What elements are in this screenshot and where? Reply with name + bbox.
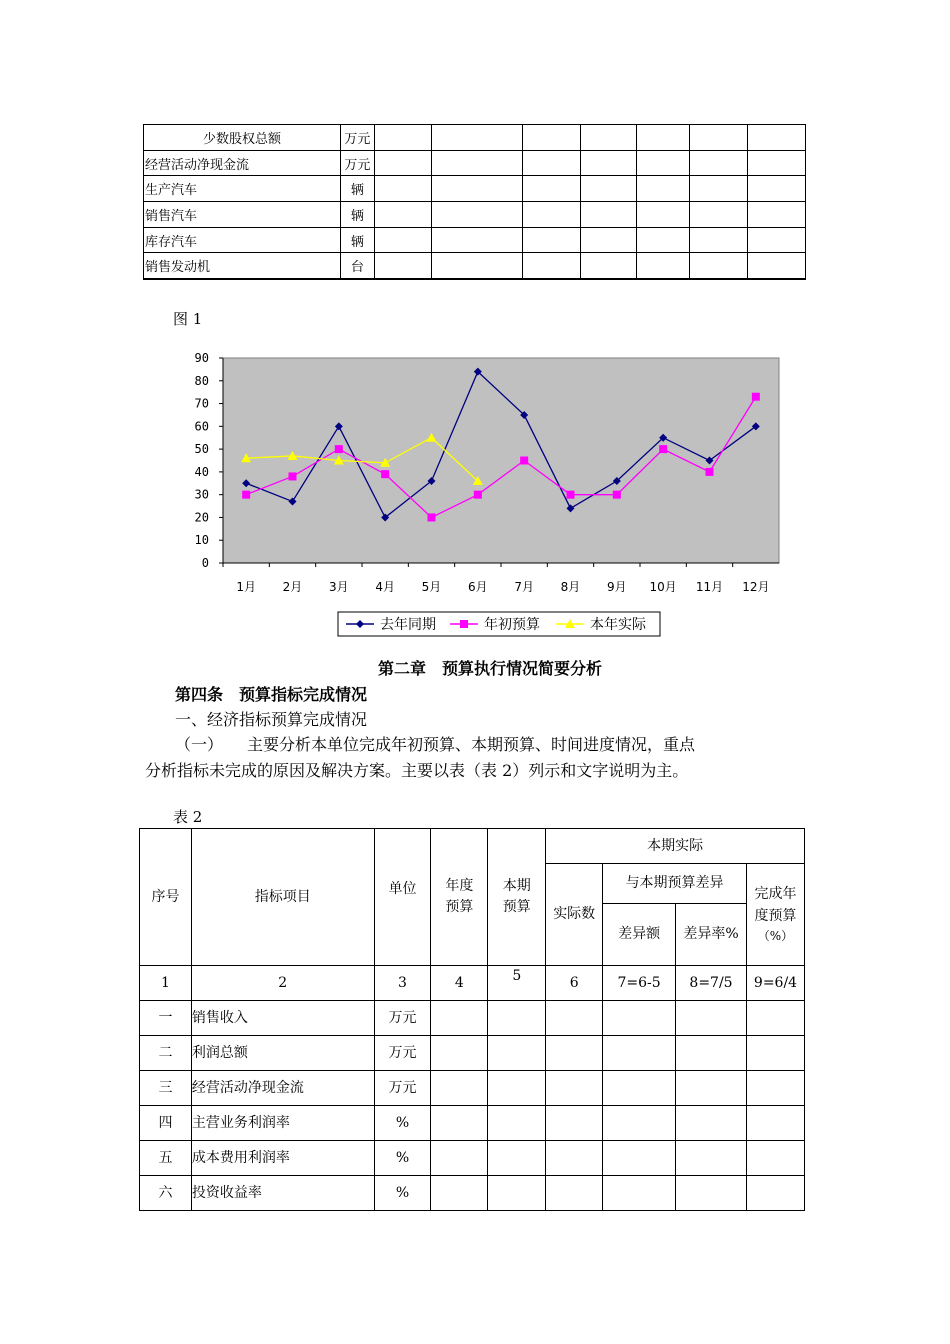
data-point: [613, 491, 621, 499]
data-point: [242, 491, 250, 499]
table1-item-cell: 经营活动净现金流: [144, 150, 341, 176]
header-annual-budget: [431, 829, 488, 966]
table1-empty-cell: [374, 176, 431, 202]
x-tick-label: 2月: [282, 580, 303, 594]
empty-cell: [676, 1141, 747, 1176]
empty-cell: [431, 1141, 488, 1176]
table1-unit-cell: 辆: [340, 227, 374, 253]
empty-cell: [603, 1071, 676, 1106]
article-title: 第四条 预算指标完成情况: [175, 685, 368, 704]
item-cell: 主营业务利润率: [191, 1106, 374, 1141]
empty-cell: [603, 1141, 676, 1176]
table-row: [144, 227, 806, 253]
table-row: [144, 202, 806, 228]
table1-empty-cell: [636, 227, 689, 253]
table1-unit-cell: 万元: [340, 150, 374, 176]
header-diff-group: 与本期预算差异: [603, 864, 747, 904]
empty-cell: [676, 1176, 747, 1211]
table1-empty-cell: [374, 202, 431, 228]
table1-empty-cell: [374, 227, 431, 253]
table-row: [140, 1071, 805, 1106]
plot-area: [223, 358, 779, 563]
empty-cell: [746, 1141, 804, 1176]
index-cell: 3: [374, 966, 431, 1001]
header-period-actual: 本期实际: [546, 829, 805, 864]
empty-cell: [431, 1106, 488, 1141]
y-tick-label: 30: [194, 487, 209, 502]
header-completion: [746, 864, 804, 966]
unit-cell: %: [374, 1106, 431, 1141]
empty-cell: [488, 1106, 546, 1141]
y-tick-label: 70: [194, 396, 209, 411]
empty-cell: [546, 1001, 603, 1036]
item-cell: 利润总额: [191, 1036, 374, 1071]
index-cell: 5: [488, 966, 546, 1001]
table1-empty-cell: [432, 150, 523, 176]
header-annual-budget-line: 预算: [445, 899, 474, 915]
empty-cell: [603, 1001, 676, 1036]
table-index-row: [140, 966, 805, 1001]
data-point: [567, 491, 575, 499]
header-annual-budget-line: 年度: [445, 878, 474, 894]
table1-empty-cell: [581, 125, 636, 151]
empty-cell: [431, 1176, 488, 1211]
table1-unit-cell: 台: [340, 253, 374, 279]
x-tick-label: 3月: [329, 580, 349, 594]
table1-empty-cell: [636, 253, 689, 279]
unit-cell: 万元: [374, 1036, 431, 1071]
x-tick-label: 11月: [695, 580, 724, 594]
index-cell: 1: [140, 966, 192, 1001]
seq-cell: 二: [140, 1036, 192, 1071]
empty-cell: [488, 1071, 546, 1106]
table1-empty-cell: [747, 227, 805, 253]
y-tick-label: 40: [194, 464, 209, 479]
data-point: [335, 445, 343, 453]
data-point: [752, 393, 760, 401]
item-cell: 投资收益率: [191, 1176, 374, 1211]
index-cell: 6: [546, 966, 603, 1001]
table1: [143, 124, 806, 280]
empty-cell: [431, 1036, 488, 1071]
table-label: 表 2: [173, 808, 203, 826]
empty-cell: [603, 1036, 676, 1071]
seq-cell: 四: [140, 1106, 192, 1141]
empty-cell: [488, 1001, 546, 1036]
table1-item-cell: 生产汽车: [144, 176, 341, 202]
empty-cell: [431, 1071, 488, 1106]
table-row: [144, 253, 806, 279]
data-point: [428, 513, 436, 521]
y-tick-label: 90: [194, 351, 209, 365]
table-row: [140, 1106, 805, 1141]
header-diff-rate: 差异率%: [676, 904, 747, 966]
table1-unit-cell: 辆: [340, 202, 374, 228]
table1-empty-cell: [432, 227, 523, 253]
empty-cell: [546, 1176, 603, 1211]
header-actual-count: 实际数: [546, 864, 603, 966]
item-cell: 成本费用利润率: [191, 1141, 374, 1176]
data-point: [381, 470, 389, 478]
table-row: [140, 1036, 805, 1071]
paragraph-line: 分析指标未完成的原因及解决方案。主要以表（表 2）列示和文字说明为主。: [145, 761, 689, 780]
table-header-row: [140, 829, 805, 864]
table1-empty-cell: [581, 202, 636, 228]
empty-cell: [546, 1141, 603, 1176]
unit-cell: 万元: [374, 1001, 431, 1036]
header-completion-line: 完成年: [754, 885, 797, 902]
table1-empty-cell: [690, 125, 747, 151]
table1-item-cell: 少数股权总额: [144, 125, 341, 151]
table1-empty-cell: [523, 227, 581, 253]
empty-cell: [488, 1176, 546, 1211]
table1-empty-cell: [523, 125, 581, 151]
x-tick-label: 9月: [607, 580, 627, 594]
seq-cell: 六: [140, 1176, 192, 1211]
table-row: [140, 1141, 805, 1176]
table1-empty-cell: [432, 202, 523, 228]
empty-cell: [488, 1036, 546, 1071]
table1-unit-cell: 万元: [340, 125, 374, 151]
seq-cell: 五: [140, 1141, 192, 1176]
legend-label: 本年实际: [590, 617, 646, 633]
table1-empty-cell: [581, 227, 636, 253]
table1-empty-cell: [747, 253, 805, 279]
index-cell: 4: [431, 966, 488, 1001]
empty-cell: [676, 1001, 747, 1036]
index-cell: 7=6-5: [603, 966, 676, 1001]
empty-cell: [546, 1036, 603, 1071]
section-title: 一、经济指标预算完成情况: [175, 710, 368, 729]
header-seq: 序号: [140, 829, 192, 966]
header-period-budget-line: 预算: [502, 899, 531, 915]
item-cell: 销售收入: [191, 1001, 374, 1036]
table-row: [140, 1176, 805, 1211]
table1-empty-cell: [747, 150, 805, 176]
index-cell: 9=6/4: [746, 966, 804, 1001]
legend-label: 去年同期: [380, 617, 436, 633]
table1-empty-cell: [690, 202, 747, 228]
seq-cell: 一: [140, 1001, 192, 1036]
y-tick-label: 20: [194, 510, 209, 525]
table1-item-cell: 销售汽车: [144, 202, 341, 228]
header-completion-line: （%）: [757, 929, 794, 944]
table1-empty-cell: [374, 150, 431, 176]
x-tick-label: 6月: [468, 580, 488, 594]
data-point: [706, 468, 714, 476]
empty-cell: [603, 1176, 676, 1211]
item-cell: 经营活动净现金流: [191, 1071, 374, 1106]
y-tick-label: 50: [194, 442, 209, 457]
empty-cell: [546, 1071, 603, 1106]
empty-cell: [746, 1071, 804, 1106]
empty-cell: [746, 1176, 804, 1211]
empty-cell: [546, 1106, 603, 1141]
x-tick-label: 7月: [514, 580, 534, 594]
x-tick-label: 8月: [560, 580, 581, 594]
header-diff-amount: 差异额: [603, 904, 676, 966]
table1-empty-cell: [523, 202, 581, 228]
y-tick-label: 10: [194, 533, 209, 548]
x-tick-label: 4月: [375, 580, 395, 594]
figure-label: 图 1: [173, 310, 203, 328]
empty-cell: [488, 1141, 546, 1176]
table2: [139, 828, 805, 1211]
table1-empty-cell: [690, 227, 747, 253]
paragraph-line: （一） 主要分析本单位完成年初预算、本期预算、时间进度情况，重点: [175, 735, 696, 754]
header-unit: 单位: [374, 829, 431, 966]
empty-cell: [603, 1106, 676, 1141]
table1-empty-cell: [374, 253, 431, 279]
data-point: [474, 491, 482, 499]
chapter-title: 第二章 预算执行情况简要分析: [377, 659, 602, 678]
table1-empty-cell: [636, 202, 689, 228]
table-row: [144, 150, 806, 176]
table1-empty-cell: [374, 125, 431, 151]
seq-cell: 三: [140, 1071, 192, 1106]
data-point: [659, 445, 667, 453]
unit-cell: %: [374, 1176, 431, 1211]
empty-cell: [746, 1106, 804, 1141]
table1-empty-cell: [581, 150, 636, 176]
empty-cell: [746, 1036, 804, 1071]
empty-cell: [676, 1106, 747, 1141]
index-cell: 8=7/5: [676, 966, 747, 1001]
table-row: [144, 176, 806, 202]
table1-empty-cell: [747, 125, 805, 151]
table1-empty-cell: [747, 176, 805, 202]
legend-label: 年初预算: [484, 617, 540, 633]
table1-empty-cell: [432, 176, 523, 202]
data-point: [520, 457, 528, 465]
table1-empty-cell: [432, 253, 523, 279]
header-completion-line: 度预算: [754, 907, 797, 924]
x-tick-label: 12月: [742, 580, 770, 594]
table1-unit-cell: 辆: [340, 176, 374, 202]
table1-empty-cell: [581, 176, 636, 202]
table1-item-cell: 销售发动机: [144, 253, 341, 279]
table1-empty-cell: [636, 150, 689, 176]
table1-empty-cell: [581, 253, 636, 279]
y-tick-label: 0: [201, 556, 209, 570]
table1-empty-cell: [690, 150, 747, 176]
table1-empty-cell: [747, 202, 805, 228]
data-point: [460, 620, 468, 628]
table1-item-cell: 库存汽车: [144, 227, 341, 253]
header-period-budget-line: 本期: [502, 878, 531, 894]
table1-empty-cell: [523, 150, 581, 176]
table1-empty-cell: [432, 125, 523, 151]
unit-cell: 万元: [374, 1071, 431, 1106]
line-chart: [185, 350, 795, 645]
x-tick-label: 1月: [236, 580, 256, 594]
index-cell: 2: [191, 966, 374, 1001]
table1-empty-cell: [690, 253, 747, 279]
x-tick-label: 5月: [421, 580, 442, 594]
table1-empty-cell: [523, 176, 581, 202]
empty-cell: [746, 1001, 804, 1036]
table-row: [144, 125, 806, 151]
header-item: 指标项目: [191, 829, 374, 966]
empty-cell: [676, 1071, 747, 1106]
table1-empty-cell: [636, 176, 689, 202]
table1-empty-cell: [690, 176, 747, 202]
empty-cell: [676, 1036, 747, 1071]
empty-cell: [431, 1001, 488, 1036]
y-tick-label: 60: [194, 419, 209, 434]
header-period-budget: [488, 829, 546, 966]
x-tick-label: 10月: [649, 580, 677, 594]
table1-empty-cell: [523, 253, 581, 279]
y-tick-label: 80: [194, 373, 209, 388]
table-row: [140, 1001, 805, 1036]
table1-empty-cell: [636, 125, 689, 151]
unit-cell: %: [374, 1141, 431, 1176]
data-point: [289, 472, 297, 480]
